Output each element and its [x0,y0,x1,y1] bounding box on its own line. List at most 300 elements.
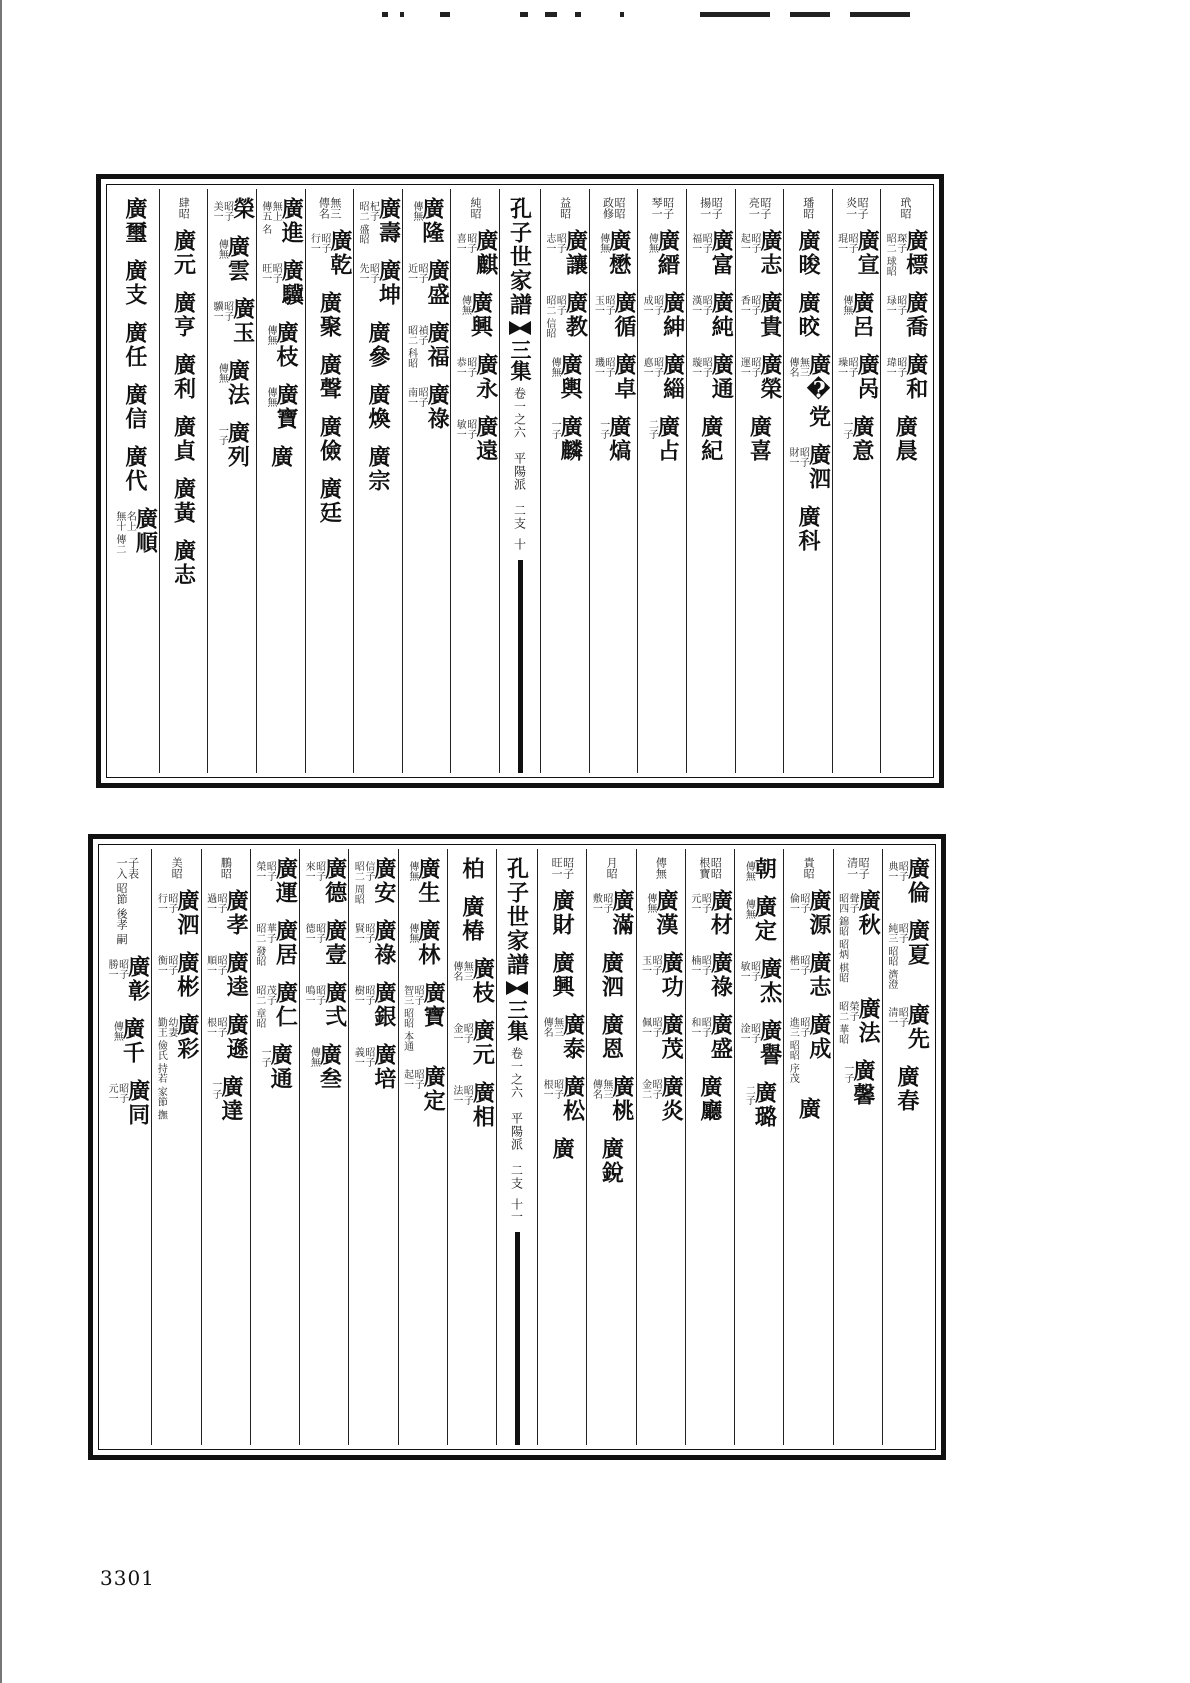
person-name: 廣隆 [418,197,445,245]
person-name: 廣利 [170,353,197,401]
person-entry [836,996,882,1045]
person-note: 昭子 來一 [303,861,325,881]
person-note: 傳無 [308,1047,320,1067]
person-note: 昭子 衡一 [155,955,177,975]
person-entry [113,507,159,555]
person-name: 廣材 [707,889,734,937]
person-note: 昭子 恭一 [454,357,476,377]
person-note: 無上 傳五 名 [259,201,282,235]
person-note: 昭子 璇一 [689,357,712,377]
person-entry [835,229,881,277]
person-entry [316,291,343,339]
person-entry [787,1013,830,1083]
person-entry [401,1065,447,1114]
person-note: 昭子 義一 [352,1047,374,1067]
person-note: 二子 [646,419,658,439]
person-name: 廣懋 [605,229,632,277]
person-name: 廣輿 [557,353,584,401]
person-name: 廣培 [370,1043,397,1091]
person-name: 廣列 [224,421,251,469]
person-note: 昭子 德一 [303,923,325,943]
person-name: 廣科 [794,505,821,553]
person-name: 廣意 [848,415,875,463]
person-name: 廣宣 [854,229,881,277]
person-entry [106,1079,149,1127]
person-note: 昭子 近一 [405,263,428,283]
person-note: 昭子 樹一 [352,985,374,1005]
person-note: 昭子 驥一 [211,301,233,321]
person-entry [543,291,589,339]
person-name: 廣弍 [321,981,348,1029]
person-entry [592,291,635,339]
person-entry [316,353,343,401]
person-note: 一子 [841,1062,853,1083]
person-note: 昭子 先一 [356,263,379,283]
person-note: 昭子 淦一 [738,1023,760,1043]
parent-annotation: 玳昭 [898,197,912,219]
person-name: 廣源 [805,889,832,937]
person-name: 廣 [795,1097,822,1122]
parent-annotation: 昭昭 根寶 [697,857,723,879]
center-title-inner [497,857,537,1445]
person-entry [204,1013,250,1061]
person-entry [541,1013,584,1061]
person-entry [696,1075,723,1123]
center-title-column [499,189,540,773]
person-note: 傳無 [743,899,755,919]
person-name: 廣林 [414,919,441,967]
person-note: 昭子 香一 [738,295,760,315]
person-entry [155,889,198,937]
volume-label: 卷一之六 平陽派 二支 [509,1047,524,1190]
column-inner [834,857,882,1439]
person-entry [786,443,832,491]
person-note: 一子 [597,419,609,439]
person-entry [352,857,395,905]
person-entry [211,297,254,345]
person-note: 幼妻 勤王 儉氏 持若 家節 撫 [155,1017,177,1120]
center-black-bar [515,1232,520,1445]
leaf-number: 十一 [509,1198,524,1222]
person-name: 廣晨 [892,415,919,463]
center-black-bar [518,560,523,773]
person-entry [170,353,197,401]
genealogy-column [589,189,638,773]
person-entry [885,1003,931,1052]
person-entry [170,291,197,339]
person-name: 廣安 [370,857,397,905]
person-entry [688,889,734,937]
genealogy-block-upper [96,174,944,788]
column-inner [784,857,832,1439]
person-note: 無三 傳名 [450,961,473,981]
person-name: 廣占 [654,415,681,463]
person-name: 廣支 [121,259,148,307]
person-note: 昭子 福一 [689,233,712,253]
person-entry [590,1075,633,1123]
person-entry [884,291,927,339]
genealogy-column [882,849,931,1445]
person-entry [121,197,148,245]
person-entry [743,895,776,943]
person-entry [639,951,685,999]
person-note: 一子 [216,425,228,445]
person-name: 廣聲 [316,353,343,401]
person-entry [787,889,830,937]
person-entry [893,1065,920,1114]
person-entry [646,229,679,277]
person-note: 昭子 順一 [204,955,227,975]
person-note: 昭子 運一 [738,357,760,377]
person-name: 廣標 [902,229,929,277]
genealogy-column [353,189,402,773]
person-name: 廣盛 [424,259,451,307]
person-note: 聲子 昭四 錦昭 昭炳 棋昭 [836,893,859,983]
person-entry [204,889,250,937]
person-entry [209,1075,242,1123]
person-note: 傳無 [406,861,418,881]
person-name: 廣千 [119,1016,146,1065]
person-name: 廣興 [467,291,494,339]
person-name: 朝 [751,857,778,881]
person-name: 廣盛 [707,1013,734,1061]
person-entry [253,857,299,905]
person-entry [597,415,630,463]
person-entry [795,1097,822,1122]
column-inner [354,197,402,767]
top-edge-marks [370,8,930,22]
person-note: 名上 無十 傳二 [113,511,136,555]
person-name: 廣銳 [598,1137,625,1185]
parent-annotation: 純昭 [468,197,482,219]
person-name: 廣彩 [173,1013,200,1061]
person-entry [794,505,821,553]
person-note: 昭子 元一 [106,1082,128,1103]
person-entry [264,383,297,431]
person-note: 昭子 美一 [211,201,233,221]
person-note: 昭子 金二 [639,1079,662,1099]
person-note: 昭子 過一 [204,893,227,913]
person-note: 昭子 賢一 [352,923,374,943]
person-entry [743,1081,776,1129]
person-name: 廣代 [121,445,148,493]
person-entry [155,951,198,999]
person-entry [543,229,589,277]
person-note: 昭子 楠一 [688,955,711,975]
person-name: 廣枝 [272,321,299,369]
person-entry [689,353,735,401]
column-inner [251,857,299,1439]
person-name: 廣泗 [173,889,200,937]
person-note: 一子 [259,1047,271,1067]
person-name: 廣椿 [458,895,485,943]
genealogy-column [636,849,685,1445]
person-note: 傳無 [840,295,852,315]
person-entry [308,1043,341,1091]
person-name: 廣枝 [469,957,496,1005]
person-note: 昭子 成一 [641,295,663,315]
column-inner [538,857,586,1439]
person-entry [644,889,677,937]
person-entry [316,415,343,463]
person-name: 廣銀 [370,981,397,1029]
person-entry [884,229,927,277]
person-entry [738,957,781,1005]
person-entry [794,229,821,277]
column-inner [160,197,208,767]
person-entry [840,291,873,339]
person-note: 昭子 璣一 [592,357,614,377]
person-note: 昭子 南一 [405,387,428,407]
person-entry [597,229,630,277]
column-inner [103,857,151,1439]
person-name: 廣遜 [223,1013,250,1061]
fishtail-mark [506,981,528,995]
person-entry [352,1043,395,1091]
genealogy-column [250,849,299,1445]
person-entry [592,353,635,401]
person-note: 傳無 [743,861,755,881]
person-note: 一子 [209,1079,221,1099]
person-entry [352,981,395,1029]
person-note: 琛子 昭二 球昭 [884,233,906,277]
person-entry [738,291,781,339]
person-entry [689,291,735,339]
person-name: 廣福 [424,321,451,369]
person-entry [689,229,735,277]
genealogy-block-lower [88,834,946,1460]
person-note: 昭子 金一 [450,1023,473,1043]
parent-annotation: 昭昭 政修 [601,197,626,219]
person-name: 廣順 [132,507,159,555]
person-note: 昭子 元一 [688,893,711,913]
parent-annotation: 璠昭 [801,197,815,219]
person-name: 廣璽 [121,197,148,245]
person-note: 昭子 起一 [401,1069,424,1090]
person-note: 二子 [743,1085,755,1105]
person-note: 傳無 [644,893,656,913]
person-name: 廣定 [420,1065,447,1114]
collection-label: 三集 [508,339,533,381]
person-name: 廣廳 [696,1075,723,1123]
person-name: 廣通 [708,353,735,401]
person-name: 廣功 [658,951,685,999]
genealogy-column [256,189,305,773]
person-name: 廣縉 [654,229,681,277]
person-entry [121,445,148,493]
person-name: 廣晙 [794,229,821,277]
person-entry [688,951,734,999]
person-entry [121,321,148,369]
person-name: 廣泰 [559,1013,586,1061]
person-note: 一子 [549,419,561,439]
person-entry [738,353,781,401]
person-name: 榮 [229,197,256,221]
volume-label: 卷一之六 平陽派 二支 [512,387,527,530]
person-name: 廣志 [756,229,783,277]
person-name: 廣志 [170,539,197,587]
person-name: 廣雲 [224,235,251,283]
person-name: 廣黃 [170,477,197,525]
person-note: 無三 傳名 [541,1017,563,1037]
person-name: 廣恩 [598,1013,625,1061]
column-inner [637,857,685,1439]
person-entry [410,197,443,245]
person-name: 廣煥 [364,383,391,431]
leaf-number: 十 [512,538,527,550]
person-name: 廣松 [559,1075,586,1123]
person-entry [641,291,684,339]
person-entry [303,857,346,905]
person-name: 廣泗 [598,951,625,999]
person-name: 廣彰 [124,954,151,1003]
person-entry [450,1019,496,1067]
person-note: 昭子 榮一 [253,861,276,881]
person-note: 昭子 佩一 [639,1017,662,1037]
person-note: 傳無 [646,233,658,253]
genealogy-column [103,849,151,1445]
person-name: 廣呙 [854,353,881,401]
column-inner [111,197,159,767]
genealogy-column [111,189,159,773]
person-note: 昭子 瑋一 [884,357,906,377]
person-entry [884,353,927,401]
person-note: 傳無 [410,201,422,221]
person-name: 廣晈 [794,291,821,339]
person-name: 廣富 [708,229,735,277]
genealogy-column [299,849,348,1445]
person-entry [787,951,830,999]
parent-annotation: 貴昭 [802,857,816,879]
person-entry [746,415,773,463]
person-entry [111,1017,144,1065]
person-entry [303,919,346,967]
genealogy-column [447,849,496,1445]
person-entry [170,229,197,277]
person-entry [549,415,582,463]
person-name: 廣元 [170,229,197,277]
person-name: 廣祿 [707,951,734,999]
person-entry [364,445,391,493]
genealogy-column [348,849,397,1445]
person-name: 廣乾 [326,229,353,277]
person-entry [641,353,684,401]
column-inner [784,197,832,767]
person-note: 昭子 進三 昭昭 序茂 [787,1017,809,1084]
genealogy-column [734,849,783,1445]
person-entry [646,415,679,463]
person-name: 廣壹 [321,919,348,967]
person-name: 廣貴 [756,291,783,339]
center-title-inner [500,197,540,773]
person-name: 廣居 [272,919,299,967]
person-entry [836,889,882,983]
person-entry [121,259,148,307]
person-entry [639,1075,685,1123]
genealogy-column [880,189,929,773]
center-title-column [496,849,537,1445]
person-note: 昭子 楷一 [787,955,809,975]
column-inner [208,197,256,767]
genealogy-column [735,189,784,773]
person-entry [216,421,249,469]
person-name: 廣祿 [370,919,397,967]
person-note: 昭子 清一 [885,1007,908,1028]
person-name: 廣坤 [375,259,402,307]
person-entry [170,415,197,463]
person-note: 昭子 鳴一 [303,985,325,1005]
parent-annotation: 昭子 揚一 [698,197,724,219]
person-note: 昭子 智三 昭昭 本通 [401,985,424,1052]
person-name: 廣麒 [472,229,499,277]
person-name: 廣聚 [316,291,343,339]
person-name: 廣紀 [697,415,724,463]
person-name: 廣法 [855,996,882,1045]
genealogy-column [201,849,250,1445]
person-note: 昭子 倫一 [787,893,809,913]
person-name: 廣馨 [849,1058,876,1107]
person-entry [549,353,582,401]
column-inner [202,857,250,1439]
person-name: 廣元 [469,1019,496,1067]
person-entry [121,383,148,431]
person-entry [892,415,919,463]
person-entry [454,353,497,401]
person-name: 柏 [458,857,485,881]
person-name: 廣信 [121,383,148,431]
person-entry [549,1137,576,1161]
column-inner [403,197,451,767]
column-inner [300,857,348,1439]
genealogy-column [685,849,734,1445]
person-name: 廣滿 [608,889,635,937]
person-entry [639,1013,685,1061]
person-name: 廣夏 [904,919,931,967]
person-note: 傳無 [549,357,561,377]
person-note: 昭子 璪一 [835,357,858,377]
person-note: 昭子 昭二 信昭 [543,295,566,339]
column-row [103,849,931,1445]
person-name: 廣呂 [848,291,875,339]
person-name: 廣春 [893,1065,920,1114]
parent-annotation: 鵬昭 [219,857,233,879]
person-note: 昭子 旺一 [259,263,282,283]
person-note: 傳無 [459,295,471,315]
person-entry [541,1075,584,1123]
person-note: 昭子 行一 [308,233,330,253]
person-note: 榮子 昭二 華昭 [836,1000,859,1044]
person-entry [459,291,492,339]
person-entry [253,981,299,1029]
person-note: 昭子 漢一 [689,295,712,315]
person-note: 昭子 敷一 [590,893,612,913]
person-entry [786,353,832,429]
column-inner [451,197,499,767]
column-inner [349,857,397,1439]
person-note: 昭子 玉一 [592,295,614,315]
person-name: 廣亨 [170,291,197,339]
column-inner [541,197,589,767]
person-entry [267,445,294,469]
person-note: 昭子 悳一 [641,357,663,377]
person-name: 廣先 [904,1003,931,1052]
person-name: 廣參 [364,321,391,369]
person-entry [598,1013,625,1061]
book-title: 孔子世家譜 [506,197,533,317]
person-entry [352,919,395,967]
person-note: 信子 昭二 周昭 [352,861,374,905]
person-entry [841,1059,874,1107]
